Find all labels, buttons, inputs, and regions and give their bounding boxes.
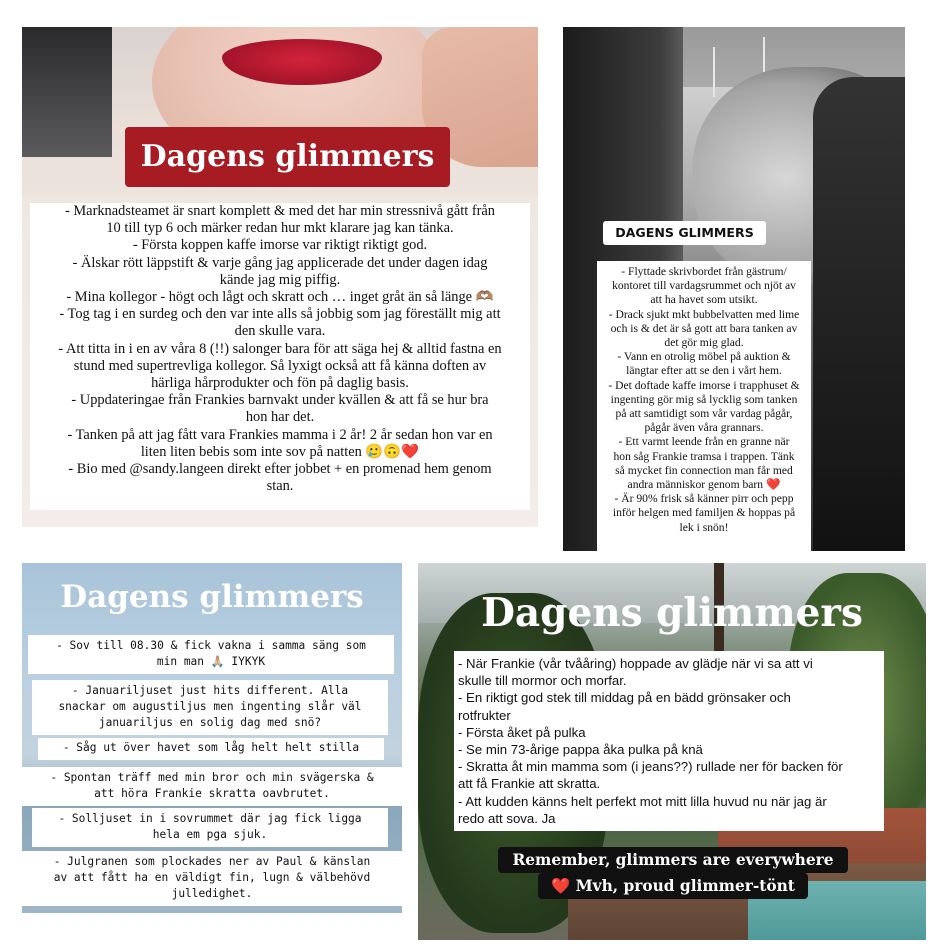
text-line: stan. [266, 478, 294, 495]
text-line: - Mina kollegor - högt och lågt och skratt och … inget gråt än så länge 🫶🏽 [66, 289, 494, 306]
panel2-text-box [597, 261, 811, 551]
text-line: - En riktigt god stek till middag på en bädd grönsaker och [458, 690, 791, 706]
panel1-text-box [30, 203, 530, 510]
text-line: - Att titta in i en av våra 8 (!!) salonger bara för att säga hej & alltid fastna en [58, 340, 502, 357]
text-line: - Tog tag i en surdeg och den var inte alls så jobbig som jag föreställt mig att [59, 306, 501, 323]
text-line: - Skratta åt min mamma som (i jeans??) rullade ner för backen för [458, 759, 843, 775]
text-line: av att fått ha en väldigt fin, lugn & välbehövd [53, 871, 371, 884]
panel3-title: Dagens glimmers [60, 579, 364, 615]
text-line: - Det doftade kaffe imorse i trapphuset & [608, 378, 800, 392]
story-image-garden [418, 563, 926, 940]
story-image-couple [563, 27, 905, 551]
text-line: julledighet. [171, 887, 253, 900]
text-line: skulle till mormor och morfar. [458, 673, 627, 689]
text-line: - Vann en otrolig möbel på auktion & [617, 350, 791, 364]
text-line: att få Frankie att skratta. [458, 776, 601, 792]
text-line: det gör mig glad. [664, 336, 744, 350]
text-line: - Tanken på att jag fått vara Frankies mamma i 2 år! 2 år sedan hon var en [67, 426, 493, 443]
text-line: inför helgen med familjen & hoppas på [612, 506, 796, 520]
text-line: på att samtidigt som vår vardag pågår, [615, 407, 793, 421]
text-line: hela em pga sjuk. [152, 828, 268, 841]
text-line: - Sov till 08.30 & fick vakna i samma säng som [56, 639, 366, 652]
boat-mast [713, 47, 715, 97]
text-line: och is & det är så gott att bara tanken av [610, 321, 798, 335]
text-line: - Är 90% frisk så känner pirr och pepp [614, 492, 794, 506]
text-line: - Första åket på pulka [458, 724, 586, 740]
text-line: - Uppdateringae från Frankies barnvakt under kvällen & att få se hur bra [71, 392, 489, 409]
text-line: liten liten bebis som inte sov på natten 🥲🙃❤️ [140, 443, 420, 460]
panel4-text-box [454, 651, 884, 831]
text-line: - Marknadsteamet är snart komplett & med det har min stressnivå gått från [65, 203, 495, 219]
text-line: ingenting gör mig så lycklig som tanken [610, 392, 798, 406]
text-line: - Att kudden känns helt perfekt mot mitt lilla huvud nu när jag är [458, 793, 827, 809]
text-line: rotfrukter [458, 707, 511, 723]
text-line: - Solljuset in i sovrummet där jag fick ligga [58, 812, 362, 825]
panel1-title: Dagens glimmers [125, 127, 450, 187]
story-image-sea [22, 563, 402, 913]
text-line: härliga hårprodukter och fön på daglig basis. [151, 375, 409, 392]
panel4-title: Dagens glimmers [481, 590, 863, 636]
text-line: - Första koppen kaffe imorse var riktigt riktigt god. [132, 237, 428, 254]
text-line: så mycket fin connection man får med [615, 463, 793, 477]
text-line: stund med supertrevliga kollegor. Så lyxigt också att få känna doften av [73, 357, 487, 374]
panel2-title: DAGENS GLIMMERS [603, 221, 766, 245]
text-line: - Såg ut över havet som låg helt helt stilla [62, 741, 360, 754]
text-line: kände jag mig piffig. [219, 271, 341, 288]
text-line: - Drack sjukt mkt bubbelvatten med lime [608, 307, 800, 321]
text-line: kontoret till vardagsrummet och njöt av [612, 279, 796, 293]
footer-caption: Remember, glimmers are everywhere [498, 847, 848, 873]
text-line: - Julgranen som plockades ner av Paul & känslan [53, 855, 371, 868]
story-image-lipstick [22, 27, 538, 527]
text-line: januariljus en solig dag med snö? [98, 716, 322, 729]
text-line: lek i snön! [679, 520, 729, 534]
glimmer-item-box [38, 738, 384, 760]
text-line: redo att sova. Ja [458, 810, 556, 826]
text-line: - När Frankie (vår tvååring) hoppade av glädje när vi sa att vi [458, 656, 813, 671]
text-line: - Flyttade skrivbordet från gästrum/ [621, 265, 787, 278]
glimmer-item-box [28, 635, 394, 674]
text-line: den skulle vara. [234, 323, 326, 340]
text-line: - Se min 73-årige pappa åka pulka på knä [458, 742, 703, 758]
glimmer-item-box [22, 767, 402, 806]
text-line: att ha havet som utsikt. [650, 293, 758, 307]
text-line: pågår även våra grannars. [644, 421, 764, 435]
text-line: hon såg Frankie tramsa i trappen. Tänk [613, 449, 795, 463]
text-line: att höra Frankie skratta oavbrutet. [94, 787, 330, 800]
woman-hair [813, 77, 905, 551]
text-line: min man 🙏🏼 IYKYK [156, 655, 266, 668]
text-line: - Ett varmt leende från en granne när [618, 435, 790, 449]
text-line: hon har det. [245, 409, 315, 426]
glimmer-item-box [22, 851, 402, 906]
glimmer-item-box [32, 808, 388, 847]
footer-signature: ❤️ Mvh, proud glimmer-tönt [538, 873, 808, 899]
background-dark [22, 27, 112, 157]
text-line: andra människor genom barn ❤️ [627, 478, 781, 492]
text-line: - Bio med @sandy.langeen direkt efter jobbet + en promenad hem genom [68, 461, 492, 478]
text-line: snackar om augustiljus men ingenting slår väl [58, 700, 362, 713]
text-line: längtar efter att se den i vårt hem. [626, 364, 782, 378]
text-line: - Spontan träff med min bror och min svägerska & [50, 771, 374, 784]
text-line: 10 till typ 6 och märker redan hur mkt klarare jag kan tänka. [106, 220, 454, 237]
text-line: - Älskar rött läppstift & varje gång jag applicerade det under dagen idag [72, 254, 488, 271]
text-line: - Januariljuset just hits different. Alla [71, 684, 349, 697]
glimmer-item-box [32, 680, 388, 735]
